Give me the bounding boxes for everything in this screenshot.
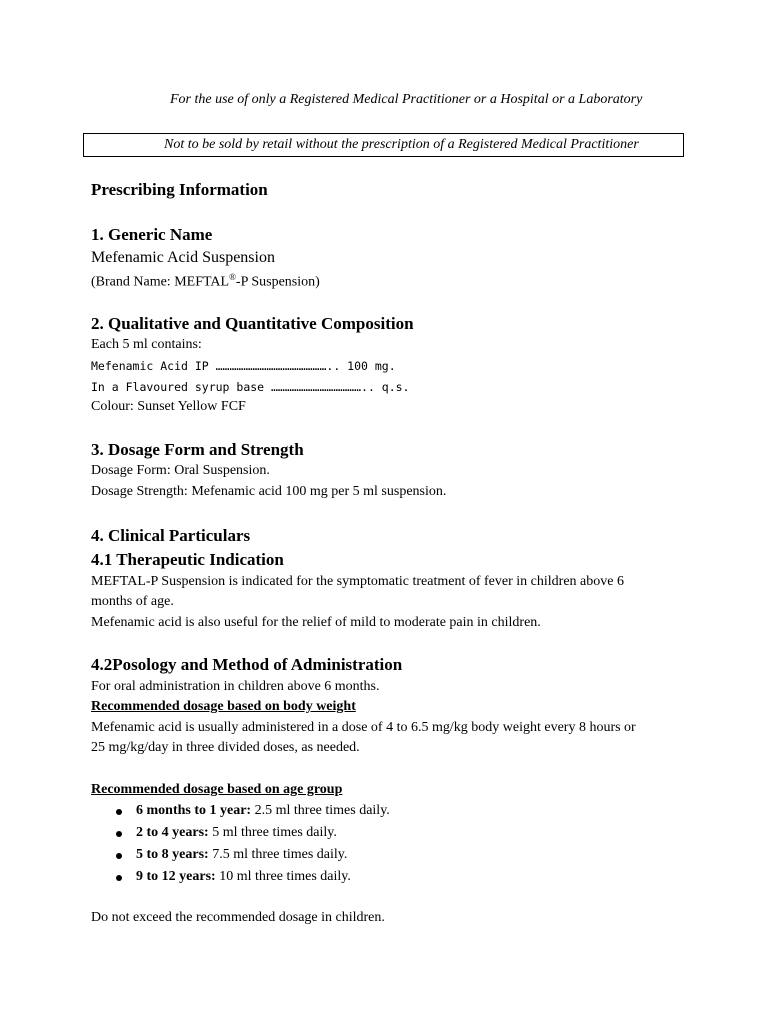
age-group-label: 9 to 12 years: [136,869,216,884]
composition-intro: Each 5 ml contains: [91,337,202,352]
bullet-dot [116,831,122,837]
registered-mark: ® [229,272,236,282]
restriction-note: For the use of only a Registered Medical Practitioner or a Hospital or a Laboratory [170,92,643,107]
ingredient-mefenamic: Mefenamic Acid IP ………………………………………….. 100 mg. [91,359,396,373]
age-group-dose: 5 ml three times daily. [208,825,337,840]
section1-heading: 1. Generic Name [91,225,213,244]
dosage-strength: Dosage Strength: Mefenamic acid 100 mg per 5 ml suspension. [91,484,447,499]
dosage-form: Dosage Form: Oral Suspension. [91,463,270,478]
indication-line-2: months of age. [91,594,174,609]
subsection-4-1-heading: 4.1 Therapeutic Indication [91,550,284,569]
age-group-label: 2 to 4 years: [136,825,209,840]
doc-title: Prescribing Information [91,180,268,199]
weight-dosage-heading: Recommended dosage based on body weight [91,699,356,714]
age-group-dose: 2.5 ml three times daily. [251,803,390,818]
age-group-item [136,825,337,841]
section4-heading: 4. Clinical Particulars [91,526,251,545]
bullet-dot [116,853,122,859]
age-dosage-heading: Recommended dosage based on age group [91,782,343,797]
brand-prefix: (Brand Name: MEFTAL [91,274,230,290]
generic-name: Mefenamic Acid Suspension [91,249,275,266]
age-group-dose: 10 ml three times daily. [215,869,351,884]
brand-name [91,272,320,291]
weight-dosage-line-2: 25 mg/kg/day in three divided doses, as needed. [91,740,360,755]
subsection-4-2-heading: 4.2Posology and Method of Administration [91,655,403,674]
section3-heading: 3. Dosage Form and Strength [91,440,304,459]
age-group-label: 6 months to 1 year: [136,803,252,818]
age-group-label: 5 to 8 years: [136,847,209,862]
ingredient-syrup-base: In a Flavoured syrup base ………………………………….. q.s. [91,380,410,394]
age-group-item [136,869,351,885]
age-group-item [136,847,347,863]
age-group-dose: 7.5 ml three times daily. [208,847,348,862]
weight-dosage-line-1: Mefenamic acid is usually administered in a dose of 4 to 6.5 mg/kg body weight every 8 hours or [91,720,636,735]
bullet-dot [116,809,122,815]
indication-line-1: MEFTAL-P Suspension is indicated for the symptomatic treatment of fever in children above 6 [91,574,624,589]
dosage-warning: Do not exceed the recommended dosage in children. [91,910,385,925]
indication-line-3: Mefenamic acid is also useful for the relief of mild to moderate pain in children. [91,615,541,630]
brand-suffix: -P Suspension) [235,274,320,290]
age-group-item [136,803,390,819]
retail-note: Not to be sold by retail without the prescription of a Registered Medical Practitioner [164,137,639,152]
section2-heading: 2. Qualitative and Quantitative Composition [91,314,414,333]
retail-note-box [83,133,684,157]
admin-line: For oral administration in children above 6 months. [91,679,380,694]
colour-line: Colour: Sunset Yellow FCF [91,399,246,414]
bullet-dot [116,875,122,881]
